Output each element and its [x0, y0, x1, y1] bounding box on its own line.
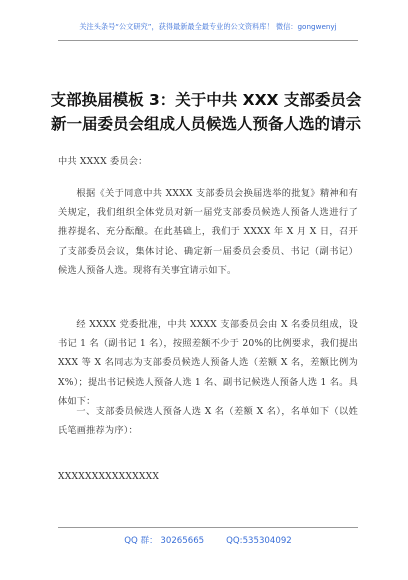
addressee: 中共 XXXX 委员会： [58, 156, 148, 167]
header-divider [58, 40, 358, 41]
document-title: 支部换届模板 3：关于中共 XXX 支部委员会新一届委员会组成人员候选人预备人选的请示 [50, 91, 362, 133]
paragraph-2: 经 XXXX 党委批准，中共 XXXX 支部委员会由 X 名委员组成，设书记 1 名（副书记 1 名），按照差额不少于 20%的比例要求，我们提出 XXX 等 X 名同志为支部委员候选人预备人选（差额 X 名，差额比例为 X%）；提出书记候选人预备人选 1 名、副书记候选人预备人选 1 名。具体如下： [58, 319, 358, 407]
header-banner[interactable]: 关注头条号“公文研究”，获得最新最全最专业的公文资料库！ 微信：gongwenyj [79, 22, 337, 31]
footer [58, 534, 358, 546]
paragraph-3: 一、支部委员候选人预备人选 X 名（差额 X 名），名单如下（以姓氏笔画推荐为序）： [58, 406, 358, 437]
paragraph-1: 根据《关于同意中共 XXXX 支部委员会换届选举的批复》精神和有关规定，我们组织全体党员对新一届党支部委员候选人预备人选进行了推荐提名、充分酝酿。在此基础上，我们于 XXXX 年 X 月 X 日，召开了支部委员会议，集体讨论、确定新一届委员会委员、书记（副书记）候选人预备人选。现将有关事宜请示如下。 [58, 188, 358, 276]
footer-qq-group[interactable]: QQ 群： 30265665 [124, 536, 205, 546]
footer-divider [58, 527, 358, 528]
candidate-placeholder: XXXXXXXXXXXXXXX [58, 471, 160, 482]
footer-qq[interactable]: QQ:535304092 [226, 536, 292, 546]
